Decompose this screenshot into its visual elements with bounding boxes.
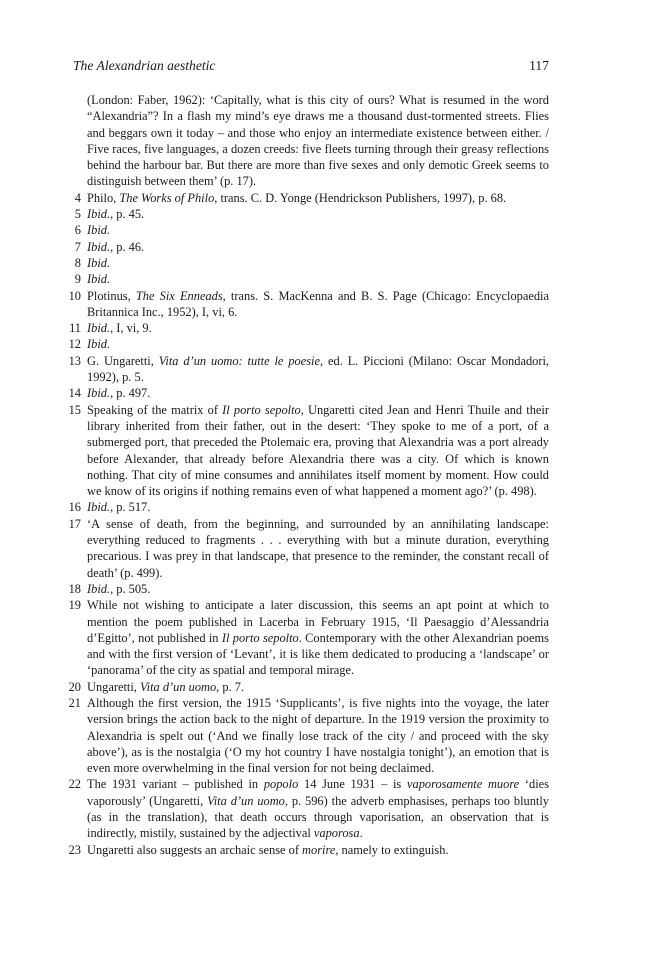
endnote [64, 222, 549, 238]
italic-title: Ibid. [87, 223, 111, 238]
endnote-text [87, 402, 549, 500]
endnote-text [87, 271, 549, 287]
endnote [64, 206, 549, 222]
endnote [64, 581, 549, 597]
endnote-text [87, 499, 549, 515]
endnote-number: 6 [74, 223, 81, 238]
note-text-run: , p. 7. [216, 679, 245, 694]
endnote-number: 11 [69, 321, 81, 336]
italic-title: Ibid. [87, 321, 111, 336]
note-text-run: , trans. S. MacKenna and B. S. Page (Chicago: Encyclopaedia Britannica Inc., 1952), I, vi, 6. [87, 288, 549, 319]
note-text-run: , I, vi, 9. [110, 321, 152, 336]
endnote [64, 190, 549, 206]
italic-title: Il porto sepolto [222, 402, 301, 417]
italic-title: The Six Enneads [135, 288, 223, 303]
endnote-text [87, 776, 549, 841]
endnote-text [87, 842, 549, 858]
italic-title: Il porto sepolto [221, 630, 299, 645]
endnote-number: 15 [68, 402, 81, 417]
note-text-run: Plotinus, [87, 288, 136, 303]
italic-title: morire [302, 842, 336, 857]
endnote [64, 336, 549, 352]
endnote-text [87, 695, 549, 776]
running-title: The Alexandrian aesthetic [73, 58, 216, 73]
note-text-run: , p. 517. [110, 500, 151, 515]
italic-title: The Works of Philo [119, 190, 215, 205]
note-text-run: , ed. L. Piccioni (Milano: Oscar Mondadori, 1992), p. 5. [87, 353, 549, 385]
endnote [64, 776, 549, 841]
endnote-text [87, 336, 549, 352]
endnotes-list [64, 92, 549, 858]
note-text-run: , namely to extinguish. [335, 842, 449, 857]
endnote-number: 21 [68, 695, 81, 710]
endnote [64, 353, 549, 386]
endnote-text [87, 206, 549, 222]
endnote-number: 23 [68, 842, 81, 857]
note-text-run: , p. 497. [110, 386, 151, 401]
note-text-run: , Ungaretti cited Jean and Henri Thuile and their library inherited from their father, out in the desert: ‘They spoke to me of a port, of a submerged port, that preceded the Ptolemaic era, proving that Alexandria was a port already before Alexander, that already before Alexandria there was a city. Of which is known nothing. That city of mine consumes and annihilates itself moment by moment. How could we know of its origins if nothing remains even of what happened a moment ago?’ (p. 498). [87, 402, 549, 499]
note-text-run: . [359, 826, 363, 841]
endnote [64, 695, 549, 776]
note-text-run: , p. 46. [110, 239, 145, 254]
endnote-text [87, 190, 549, 206]
endnote [64, 288, 549, 321]
italic-title: Vita d’un uomo [140, 679, 217, 694]
endnote [64, 842, 549, 858]
note-text-run: Ungaretti also suggests an archaic sense of [87, 842, 303, 857]
endnote-text [87, 92, 549, 190]
italic-title: vaporosa [313, 826, 360, 841]
note-text-run: , trans. C. D. Yonge (Hendrickson Publishers, 1997), p. 68. [214, 190, 507, 205]
endnote-text [87, 255, 549, 271]
endnote-number: 18 [68, 581, 81, 596]
italic-title: Ibid. [87, 272, 111, 287]
endnote-text [87, 679, 549, 695]
note-text-run: Speaking of the matrix of [87, 402, 223, 417]
note-text-run: , p. 596) the adverb emphasises, perhaps too bluntly (as in the translation), that death occurs through vaporisation, an observation that is indirectly, mistily, sustained by the adjectival [87, 793, 549, 841]
endnote [64, 402, 549, 500]
endnote-number: 8 [74, 255, 81, 270]
italic-title: Vita d’un uomo: tutte le poesie [158, 353, 320, 368]
endnote [64, 92, 549, 190]
note-text-run: 14 June 1931 – is [298, 777, 407, 792]
endnote-number: 5 [74, 207, 81, 222]
italic-title: Ibid. [87, 207, 111, 222]
endnote [64, 679, 549, 695]
endnote-text [87, 353, 549, 386]
endnote-number: 9 [74, 272, 81, 287]
endnote-text [87, 597, 549, 678]
page-number: 117 [529, 58, 549, 73]
endnote [64, 516, 549, 581]
endnote-number: 12 [68, 337, 81, 352]
endnote-number: 10 [68, 288, 81, 303]
italic-title: Ibid. [87, 337, 111, 352]
endnote-number: 7 [74, 239, 81, 254]
note-text-run: ‘A sense of death, from the beginning, and surrounded by an annihilating landscape: everything reduced to fragments . . . everything with but a minute duration, everything precarious. I was prey in that landscape, that presence to the reminder, the constant recall of death’ (p. 499). [87, 516, 549, 580]
endnote-number: 14 [68, 386, 81, 401]
italic-title: popolo [263, 777, 299, 792]
note-text-run: Ungaretti, [87, 679, 140, 694]
italic-title: Ibid. [87, 255, 111, 270]
note-text-run: , p. 505. [110, 581, 151, 596]
endnote-text [87, 222, 549, 238]
italic-title: vaporosamente muore [407, 777, 520, 792]
note-text-run: ‘dies vaporously’ (Ungaretti, [87, 777, 550, 808]
note-text-run: Although the first version, the 1915 ‘Supplicants’, is five nights into the voyage, the later version brings the action back to the night of departure. In the 1919 version the proximity to Alexandria is spelt out (‘And we finally lose track of the city / and proceed with the sky above’), as is the nostalgia (‘O my hot country I have nostalgia tonight’), an emotion that is even more overwhelming in the final version for not being declaimed. [87, 695, 549, 776]
italic-title: Ibid. [87, 239, 111, 254]
note-text-run: Philo, [87, 190, 120, 205]
endnote-number: 22 [68, 777, 81, 792]
endnote-text [87, 320, 549, 336]
endnote-number: 20 [68, 679, 81, 694]
endnote [64, 239, 549, 255]
endnote-text [87, 516, 549, 581]
running-header [73, 56, 549, 76]
note-text-run: The 1931 variant – published in [87, 777, 264, 792]
endnote-text [87, 288, 549, 321]
endnote [64, 271, 549, 287]
italic-title: Ibid. [87, 500, 111, 515]
italic-title: Vita d’un uomo [207, 793, 285, 808]
endnote-number: 17 [68, 516, 81, 531]
endnote-text [87, 239, 549, 255]
endnote-number: 4 [74, 190, 81, 205]
italic-title: Ibid. [87, 581, 111, 596]
endnote-text [87, 581, 549, 597]
endnote-number: 16 [68, 500, 81, 515]
endnote [64, 597, 549, 678]
endnote-number: 19 [68, 598, 81, 613]
endnote-number: 13 [68, 353, 81, 368]
note-text-run: . Contemporary with the other Alexandrian poems and with the first version of ‘Levant’, it is like them dedicated to producing a ‘landscape’ or ‘panorama’ of the city as spatial and temporal mirage. [87, 630, 549, 678]
endnote [64, 255, 549, 271]
endnote [64, 385, 549, 401]
endnote [64, 320, 549, 336]
note-text-run: (London: Faber, 1962): ‘Capitally, what is this city of ours? What is resumed in the word “Alexandria”? In a flash my mind’s eye draws me a thousand dust-tormented streets. Flies and beggars own it today – and those who enjoy an intermediate existence between either. / Five races, five languages, a dozen creeds: five fleets turning through their greasy reflections behind the harbour bar. But there are more than five sexes and only demotic Greek seems to distinguish between them’ (p. 17). [87, 93, 549, 189]
note-text-run: , p. 45. [110, 207, 145, 222]
note-text-run: While not wishing to anticipate a later discussion, this seems an apt point at which to mention the poem published in Lacerba in February 1915, ‘Il Paesaggio d’Alessandria d’Egitto’, not published in [87, 598, 549, 645]
note-text-run: G. Ungaretti, [87, 353, 159, 368]
italic-title: Ibid. [87, 386, 111, 401]
endnote-text [87, 385, 549, 401]
endnote [64, 499, 549, 515]
